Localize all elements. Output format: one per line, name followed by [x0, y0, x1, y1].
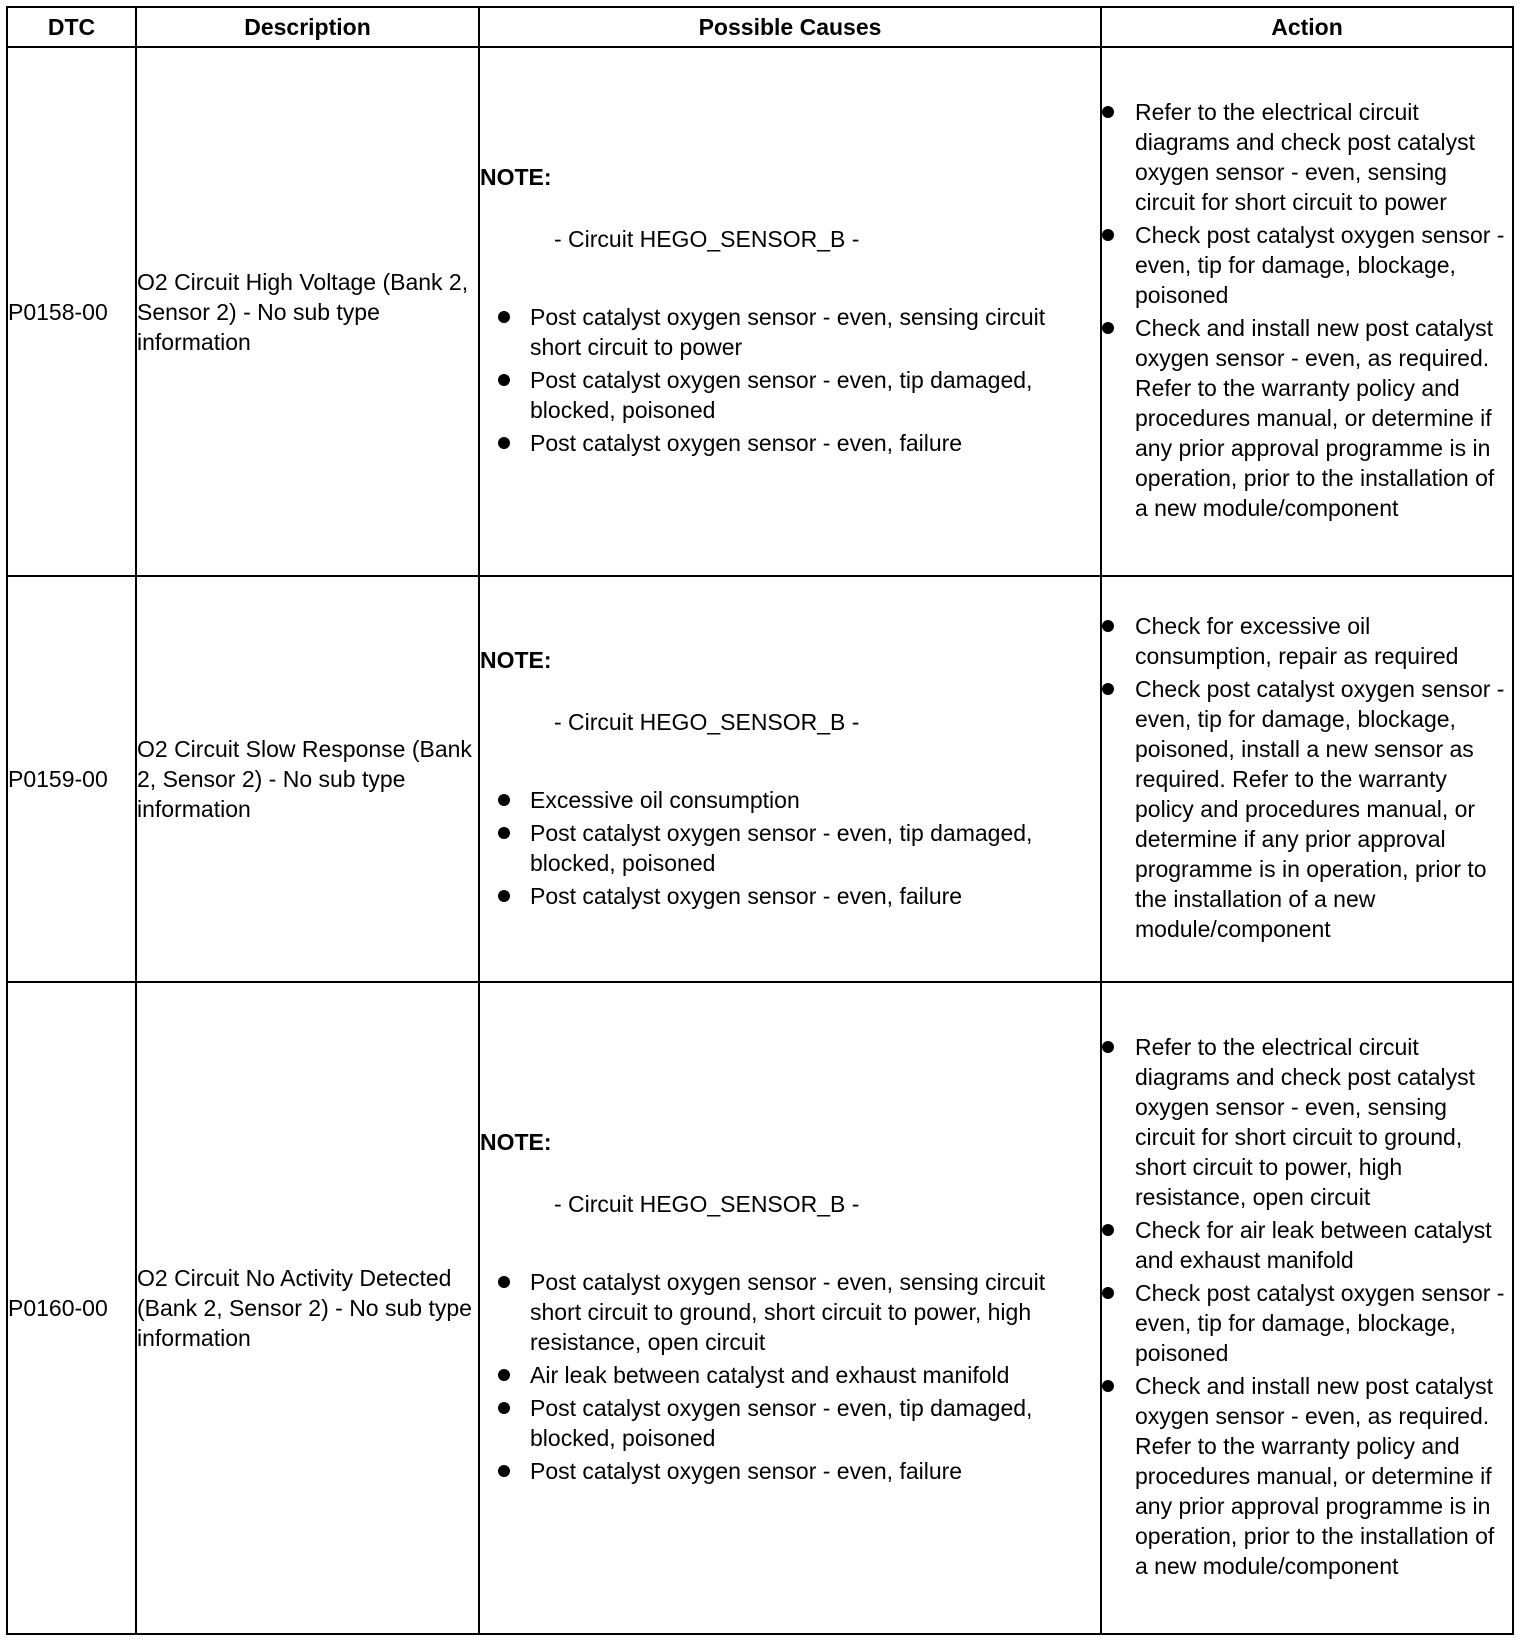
header-dtc: DTC	[7, 7, 136, 47]
cause-item: Excessive oil consumption	[480, 785, 1100, 815]
possible-causes-cell	[479, 982, 1101, 1634]
cause-item: Post catalyst oxygen sensor - even, failure	[480, 428, 1100, 458]
action-item: Check for excessive oil consumption, repair as required	[1102, 611, 1512, 671]
action-cell	[1101, 576, 1513, 982]
action-item: Check and install new post catalyst oxygen sensor - even, as required. Refer to the warranty policy and procedures manual, or determine if any prior approval programme is in operation, prior to the installation of a new module/component	[1102, 313, 1512, 523]
action-item: Check post catalyst oxygen sensor - even, tip for damage, blockage, poisoned	[1102, 1278, 1512, 1368]
possible-causes-cell	[479, 576, 1101, 982]
circuit-name: - Circuit HEGO_SENSOR_B -	[554, 1191, 860, 1217]
header-row	[7, 7, 1513, 47]
dtc-code: P0160-00	[7, 982, 136, 1634]
cause-item: Air leak between catalyst and exhaust manifold	[480, 1360, 1100, 1390]
dtc-description: O2 Circuit No Activity Detected (Bank 2, Sensor 2) - No sub type information	[136, 982, 479, 1634]
actions-list	[1102, 97, 1512, 523]
table-row	[7, 576, 1513, 982]
possible-causes-cell	[479, 47, 1101, 576]
note-label: NOTE:	[480, 1129, 552, 1155]
cause-item: Post catalyst oxygen sensor - even, tip damaged, blocked, poisoned	[480, 1393, 1100, 1453]
cause-item: Post catalyst oxygen sensor - even, failure	[480, 881, 1100, 911]
causes-list	[480, 785, 1100, 911]
dtc-description: O2 Circuit Slow Response (Bank 2, Sensor 2) - No sub type information	[136, 576, 479, 982]
header-description: Description	[136, 7, 479, 47]
causes-list	[480, 1267, 1100, 1486]
causes-list	[480, 302, 1100, 458]
cause-item: Post catalyst oxygen sensor - even, sensing circuit short circuit to ground, short circuit to power, high resistance, open circuit	[480, 1267, 1100, 1357]
header-possible-causes: Possible Causes	[479, 7, 1101, 47]
cause-item: Post catalyst oxygen sensor - even, tip damaged, blocked, poisoned	[480, 365, 1100, 425]
table-row	[7, 47, 1513, 576]
action-item: Check post catalyst oxygen sensor - even, tip for damage, blockage, poisoned, install a new sensor as required. Refer to the warranty policy and procedures manual, or determine if any prior approval programme is in operation, prior to the installation of a new module/component	[1102, 674, 1512, 944]
action-item: Check post catalyst oxygen sensor - even, tip for damage, blockage, poisoned	[1102, 220, 1512, 310]
dtc-table	[6, 6, 1514, 1635]
header-action: Action	[1101, 7, 1513, 47]
actions-list	[1102, 1032, 1512, 1581]
circuit-name: - Circuit HEGO_SENSOR_B -	[554, 708, 860, 735]
cause-item: Post catalyst oxygen sensor - even, tip damaged, blocked, poisoned	[480, 818, 1100, 878]
action-item: Check for air leak between catalyst and exhaust manifold	[1102, 1215, 1512, 1275]
dtc-code: P0159-00	[7, 576, 136, 982]
actions-list	[1102, 611, 1512, 944]
dtc-code: P0158-00	[7, 47, 136, 576]
action-item: Check and install new post catalyst oxygen sensor - even, as required. Refer to the warranty policy and procedures manual, or determine if any prior approval programme is in operation, prior to the installation of a new module/component	[1102, 1371, 1512, 1581]
cause-item: Post catalyst oxygen sensor - even, failure	[480, 1456, 1100, 1486]
action-item: Refer to the electrical circuit diagrams and check post catalyst oxygen sensor - even, sensing circuit for short circuit to ground, short circuit to power, high resistance, open circuit	[1102, 1032, 1512, 1212]
action-cell	[1101, 982, 1513, 1634]
action-item: Refer to the electrical circuit diagrams and check post catalyst oxygen sensor - even, sensing circuit for short circuit to power	[1102, 97, 1512, 217]
circuit-name: - Circuit HEGO_SENSOR_B -	[554, 226, 860, 252]
note-label: NOTE:	[480, 646, 552, 673]
cause-item: Post catalyst oxygen sensor - even, sensing circuit short circuit to power	[480, 302, 1100, 362]
table-row	[7, 982, 1513, 1634]
note-label: NOTE:	[480, 164, 552, 190]
action-cell	[1101, 47, 1513, 576]
dtc-description: O2 Circuit High Voltage (Bank 2, Sensor 2) - No sub type information	[136, 47, 479, 576]
